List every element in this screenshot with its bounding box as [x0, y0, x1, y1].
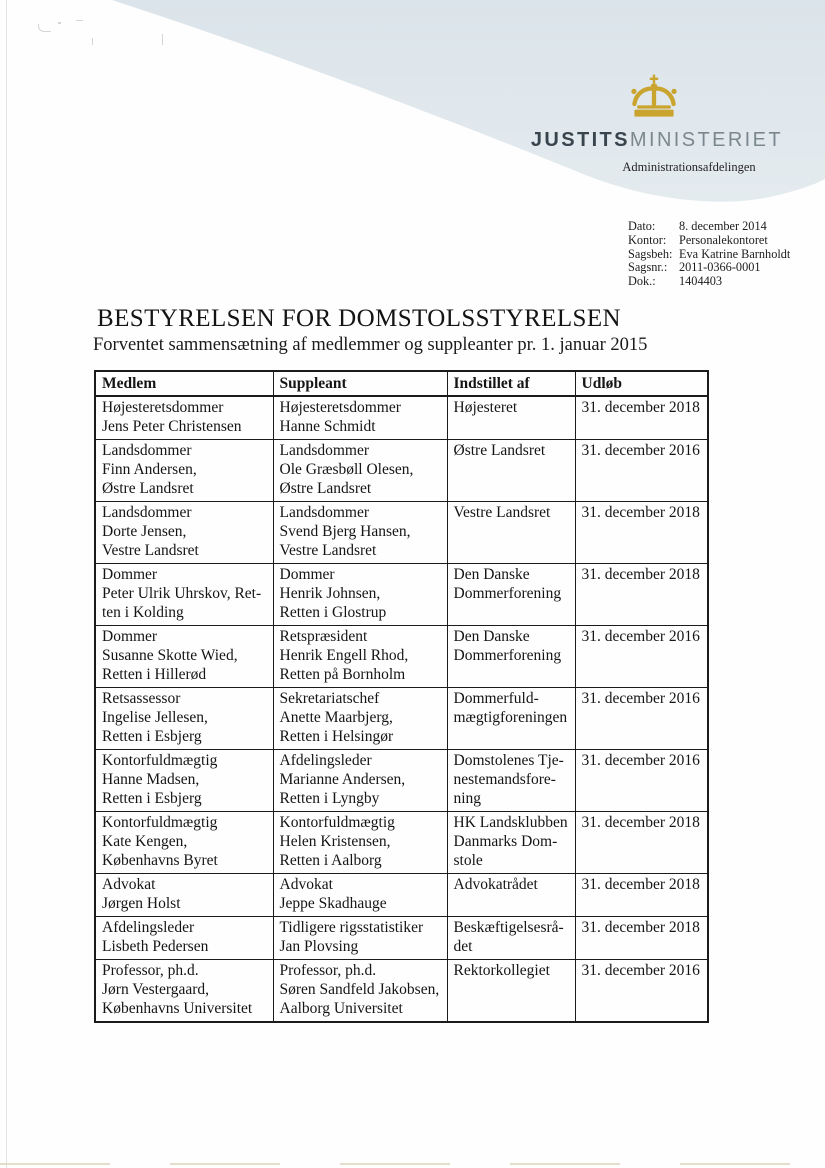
table-row [95, 502, 708, 564]
table-row [95, 917, 708, 960]
table-cell: Professor, ph.d. Jørn Vestergaard, Københavns Universitet [95, 960, 273, 1023]
meta-label: Dok.: [628, 274, 656, 289]
meta-row [628, 275, 790, 289]
table-row [95, 812, 708, 874]
meta-value: 2011-0366-0001 [679, 260, 761, 275]
table-cell: Dommer Susanne Skotte Wied, Retten i Hillerød [95, 626, 273, 688]
meta-value: Eva Katrine Barnholdt [679, 246, 791, 261]
table-cell: Rektorkollegiet [447, 960, 575, 1023]
table-cell: Den Danske Dommerforening [447, 626, 575, 688]
table-cell: Kontorfuldmægtig Kate Kengen, Københavns Byret [95, 812, 273, 874]
table-cell: 31. december 2018 [575, 396, 708, 440]
table-cell: Landsdommer Svend Bjerg Hansen, Vestre Landsret [273, 502, 447, 564]
table-cell: 31. december 2016 [575, 688, 708, 750]
ministry-wordmark [531, 129, 783, 152]
table-row [95, 750, 708, 812]
table-cell: Retspræsident Henrik Engell Rhod, Retten på Bornholm [273, 626, 447, 688]
table-cell: Sekretariatschef Anette Maarbjerg, Retten i Helsingør [273, 688, 447, 750]
meta-block [628, 220, 790, 289]
meta-value: 8. december 2014 [679, 219, 767, 233]
table-cell: 31. december 2016 [575, 626, 708, 688]
crown-icon [626, 74, 682, 120]
table-cell: 31. december 2016 [575, 960, 708, 1023]
table-cell: 31. december 2018 [575, 502, 708, 564]
column-header: Suppleant [273, 371, 447, 396]
table-cell: Den Danske Dommerforening [447, 564, 575, 626]
table-cell: Landsdommer Finn Andersen, Østre Landsret [95, 440, 273, 502]
table-row [95, 688, 708, 750]
table-cell: 31. december 2018 [575, 812, 708, 874]
table-cell: Afdelingsleder Lisbeth Pedersen [95, 917, 273, 960]
table-cell: Advokatrådet [447, 874, 575, 917]
table-cell: Højesteretsdommer Jens Peter Christensen [95, 396, 273, 440]
table-cell: Højesteretsdommer Hanne Schmidt [273, 396, 447, 440]
table-cell: Landsdommer Dorte Jensen, Vestre Landsret [95, 502, 273, 564]
meta-row [628, 234, 790, 248]
table-row [95, 874, 708, 917]
table-cell: Dommerfuld- mægtigforeningen [447, 688, 575, 750]
pencil-mark [76, 20, 83, 21]
table-cell: 31. december 2018 [575, 564, 708, 626]
table-cell: Kontorfuldmægtig Hanne Madsen, Retten i Esbjerg [95, 750, 273, 812]
meta-value: 1404403 [679, 274, 723, 289]
meta-label: Sagsbeh: [628, 246, 673, 261]
table-cell: Advokat Jørgen Holst [95, 874, 273, 917]
table-row [95, 960, 708, 1023]
table-row [95, 626, 708, 688]
column-header: Medlem [95, 371, 273, 396]
department-name: Administrationsafdelingen [622, 160, 756, 174]
pencil-mark [58, 22, 61, 24]
meta-row [628, 220, 790, 234]
table-cell: Østre Landsret [447, 440, 575, 502]
table-cell: Professor, ph.d. Søren Sandfeld Jakobsen, Aalborg Universitet [273, 960, 447, 1023]
pencil-mark [38, 24, 51, 32]
table-cell: Højesteret [447, 396, 575, 440]
table-row [95, 564, 708, 626]
table-cell: 31. december 2016 [575, 440, 708, 502]
meta-value: Personalekontoret [679, 232, 768, 247]
table-cell: Beskæftigelsesrå- det [447, 917, 575, 960]
banner-swoosh [0, 0, 825, 212]
table-cell: Advokat Jeppe Skadhauge [273, 874, 447, 917]
table-cell: Kontorfuldmægtig Helen Kristensen, Retten i Aalborg [273, 812, 447, 874]
table-row [95, 396, 708, 440]
table-cell: HK Landsklubben Danmarks Dom- stole [447, 812, 575, 874]
table-cell: Dommer Henrik Johnsen, Retten i Glostrup [273, 564, 447, 626]
meta-label: Sagsnr.: [628, 260, 668, 275]
table-cell: Landsdommer Ole Græsbøll Olesen, Østre Landsret [273, 440, 447, 502]
column-header: Indstillet af [447, 371, 575, 396]
meta-label: Dato: [628, 219, 656, 233]
table-row [95, 440, 708, 502]
table-body [95, 396, 708, 1022]
meta-row [628, 248, 790, 262]
page-title: BESTYRELSEN FOR DOMSTOLSSTYRELSEN [97, 305, 621, 332]
table-cell: Domstolenes Tje- nestemandsfore- ning [447, 750, 575, 812]
table-cell: Vestre Landsret [447, 502, 575, 564]
scan-edge-line [6, 0, 7, 1168]
column-header: Udløb [575, 371, 708, 396]
table-cell: 31. december 2016 [575, 750, 708, 812]
table-cell: 31. december 2018 [575, 874, 708, 917]
document-heading [93, 305, 648, 356]
table-cell: Afdelingsleder Marianne Andersen, Retten i Lyngby [273, 750, 447, 812]
board-members-table [94, 370, 709, 1023]
pencil-mark [162, 34, 163, 45]
pencil-mark [92, 38, 93, 45]
meta-row [628, 261, 790, 275]
table-cell: 31. december 2018 [575, 917, 708, 960]
table-cell: Tidligere rigsstatistiker Jan Plovsing [273, 917, 447, 960]
ministry-name-bold: JUSTITS [530, 129, 630, 151]
meta-label: Kontor: [628, 232, 667, 247]
table-cell: Dommer Peter Ulrik Uhrskov, Ret- ten i Kolding [95, 564, 273, 626]
ministry-name-light: MINISTERIET [629, 129, 783, 151]
scan-bottom-line [0, 1163, 825, 1165]
page-subtitle: Forventet sammensætning af medlemmer og suppleanter pr. 1. januar 2015 [93, 335, 648, 355]
table-header-row [95, 371, 708, 396]
table-cell: Retsassessor Ingelise Jellesen, Retten i Esbjerg [95, 688, 273, 750]
